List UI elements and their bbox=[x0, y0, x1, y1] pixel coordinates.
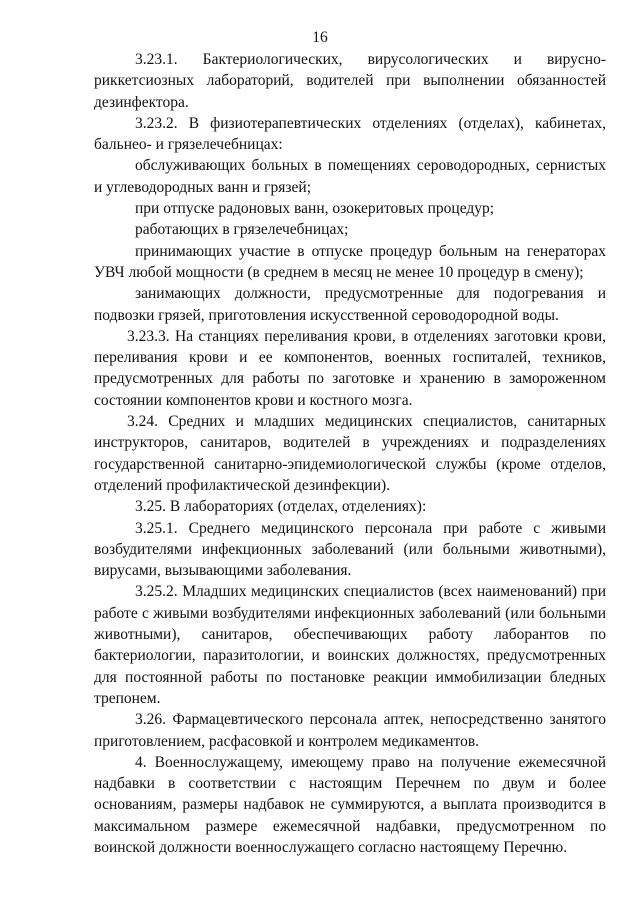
paragraph-3-25: 3.25. В лабораториях (отделах, отделениях): bbox=[135, 498, 427, 516]
paragraph-3-23-1: 3.23.1. Бактериологических, вирусологических и вирусно-риккетсиозных лабораторий, водителей при выполнении обязанностей дезинфектора. bbox=[94, 51, 606, 111]
page-number: 16 bbox=[312, 29, 328, 46]
list-item-sulfide-baths: обслуживающих больных в помещениях сероводородных, сернистых и углеводородных ванн и грязей; bbox=[94, 157, 606, 196]
paragraph-3-26: 3.26. Фармацевтического персонала аптек, непосредственно занятого приготовлением, расфасовкой и контролем медикаментов. bbox=[94, 711, 606, 750]
paragraph-3-24: 3.24. Средних и младших медицинских специалистов, санитарных инструкторов, санитаров, водителей в учреждениях и подразделениях государственной санитарно-эпидемиологической службы (кроме отделов, отделений профилактической дезинфекции). bbox=[94, 413, 606, 494]
paragraph-3-25-2: 3.25.2. Младших медицинских специалистов (всех наименований) при работе с живыми возбудителями инфекционных заболеваний (или больными животными), санитаров, обеспечивающих работу лаборантов по бактериологии, паразитологии, и воинских должностях, предусмотренных для постоянной работы по постановке реакции иммобилизации бледных трепонем. bbox=[94, 583, 606, 707]
paragraph-4: 4. Военнослужащему, имеющему право на получение ежемесячной надбавки в соответствии с настоящим Перечнем по двум и более основаниям, размеры надбавок не суммируются, а выплата производится в максимальном размере ежемесячной надбавки, предусмотренном по воинской должности военнослужащего согласно настоящему Перечню. bbox=[94, 753, 606, 856]
list-item-mud-clinics: работающих в грязелечебницах; bbox=[135, 221, 349, 239]
paragraph-3-25-1: 3.25.1. Среднего медицинского персонала при работе с живыми возбудителями инфекционных заболеваний (или больными животными), вирусами, вызывающими заболевания. bbox=[94, 519, 606, 580]
list-item-mud-heating: занимающих должности, предусмотренные для подогревания и подвозки грязей, приготовления искусственной сероводородной воды. bbox=[94, 285, 606, 324]
list-item-radon-baths: при отпуске радоновых ванн, озокеритовых процедур; bbox=[135, 200, 495, 218]
paragraph-3-23-2: 3.23.2. В физиотерапевтических отделениях (отделах), кабинетах, бальнео- и грязелечебницах: bbox=[94, 114, 606, 154]
paragraph-3-23-3: 3.23.3. На станциях переливания крови, в отделениях заготовки крови, переливания крови и ее компонентов, военных госпиталей, техников, предусмотренных для работы по заготовке и хранению в замороженном состоянии компонентов крови и костного мозга. bbox=[94, 327, 606, 409]
document-body bbox=[94, 49, 606, 858]
list-item-uhf-procedures: принимающих участие в отпуске процедур больным на генераторах УВЧ любой мощности (в среднем в месяц не менее 10 процедур в смену); bbox=[94, 242, 606, 281]
